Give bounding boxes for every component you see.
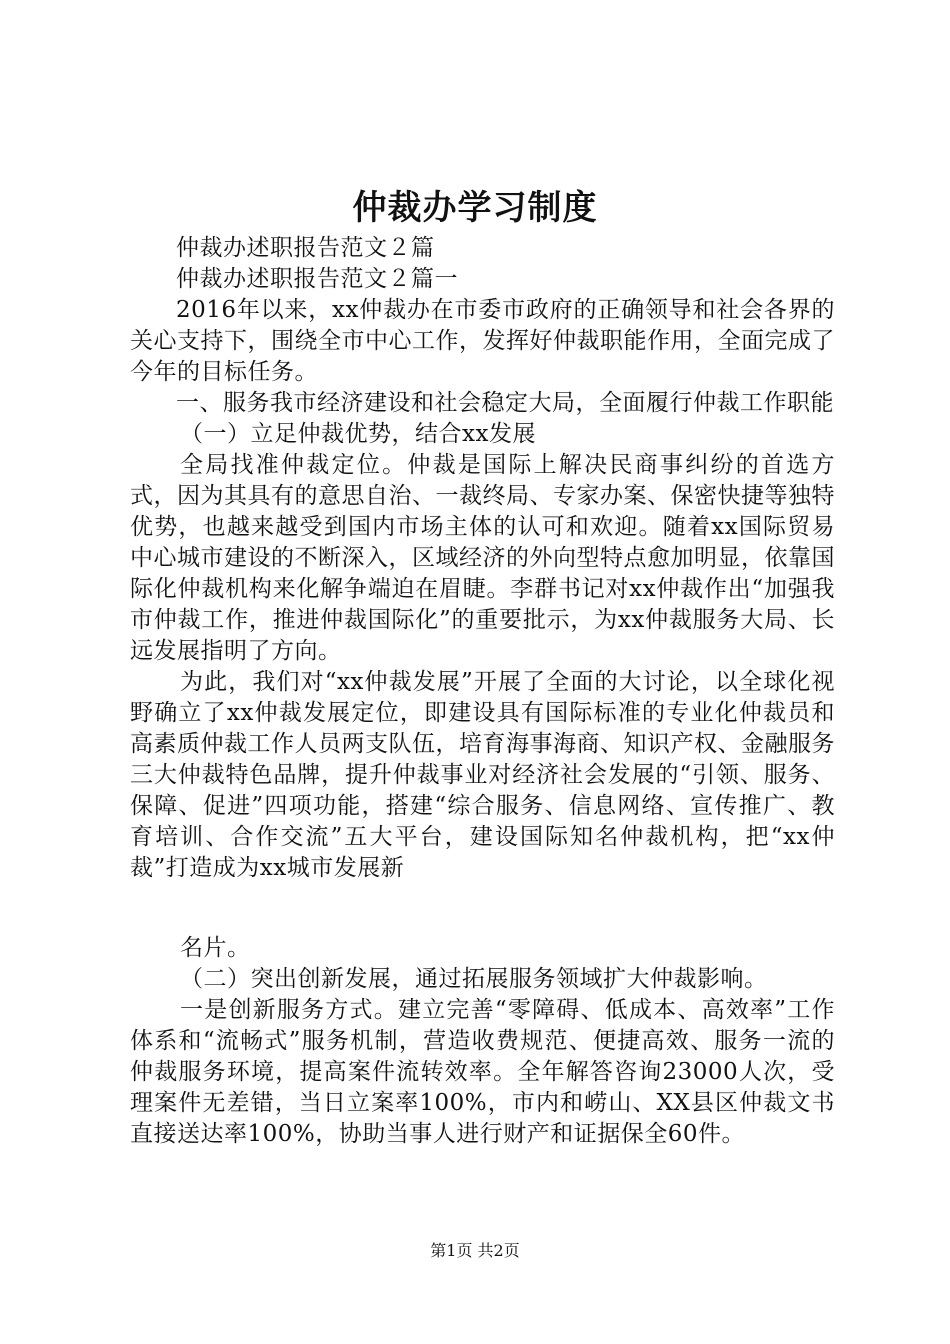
paragraph-4: 一、服务我市经济建设和社会稳定大局，全面履行仲裁工作职能 — [176, 390, 834, 416]
paragraph-5: （一）立足仲裁优势，结合xx发展 — [180, 421, 536, 447]
page-footer: 第1页 共2页 — [430, 1241, 520, 1260]
paragraph-8: 名片。 — [180, 935, 251, 961]
body-block-1 — [130, 233, 835, 884]
paragraph-6: 全局找准仲裁定位。仲裁是国际上解决民商事纠纷的首选方式，因为其具有的意思自治、一裁终局、专家办案、保密快捷等独特优势，也越来越受到国内市场主体的认可和欢迎。随着xx国际贸易中心城市建设的不断深入，区域经济的外向型特点愈加明显，依靠国际化仲裁机构来化解争端迫在眉睫。李群书记对xx仲裁作出“加强我市仲裁工作，推进仲裁国际化”的重要批示，为xx仲裁服务大局、长远发展指明了方向。 — [130, 452, 835, 664]
paragraph-1: 仲裁办述职报告范文２篇 — [176, 235, 435, 261]
body-block-2 — [130, 933, 835, 1150]
paragraph-3: 2016年以来，xx仲裁办在市委市政府的正确领导和社会各界的关心支持下，围绕全市中心工作，发挥好仲裁职能作用，全面完成了今年的目标任务。 — [130, 297, 835, 385]
paragraph-9: （二）突出创新发展，通过拓展服务领域扩大仲裁影响。 — [180, 966, 768, 992]
paragraph-7: 为此，我们对“xx仲裁发展”开展了全面的大讨论，以全球化视野确立了xx仲裁发展定位，即建设具有国际标准的专业化仲裁员和高素质仲裁工作人员两支队伍，培育海事海商、知识产权、金融服务三大仲裁特色品牌，提升仲裁事业对经济社会发展的“引领、服务、保障、促进”四项功能，搭建“综合服务、信息网络、宣传推广、教育培训、合作交流”五大平台，建设国际知名仲裁机构，把“xx仲裁”打造成为xx城市发展新 — [130, 669, 835, 881]
document-title: 仲裁办学习制度 — [352, 188, 598, 228]
paragraph-2: 仲裁办述职报告范文２篇一 — [176, 266, 458, 292]
paragraph-10: 一是创新服务方式。建立完善“零障碍、低成本、高效率”工作体系和“流畅式”服务机制，营造收费规范、便捷高效、服务一流的仲裁服务环境，提高案件流转效率。全年解答咨询23000人次，受理案件无差错，当日立案率100%，市内和崂山、XX县区仲裁文书直接送达率100%，协助当事人进行财产和证据保全60件。 — [130, 997, 835, 1147]
